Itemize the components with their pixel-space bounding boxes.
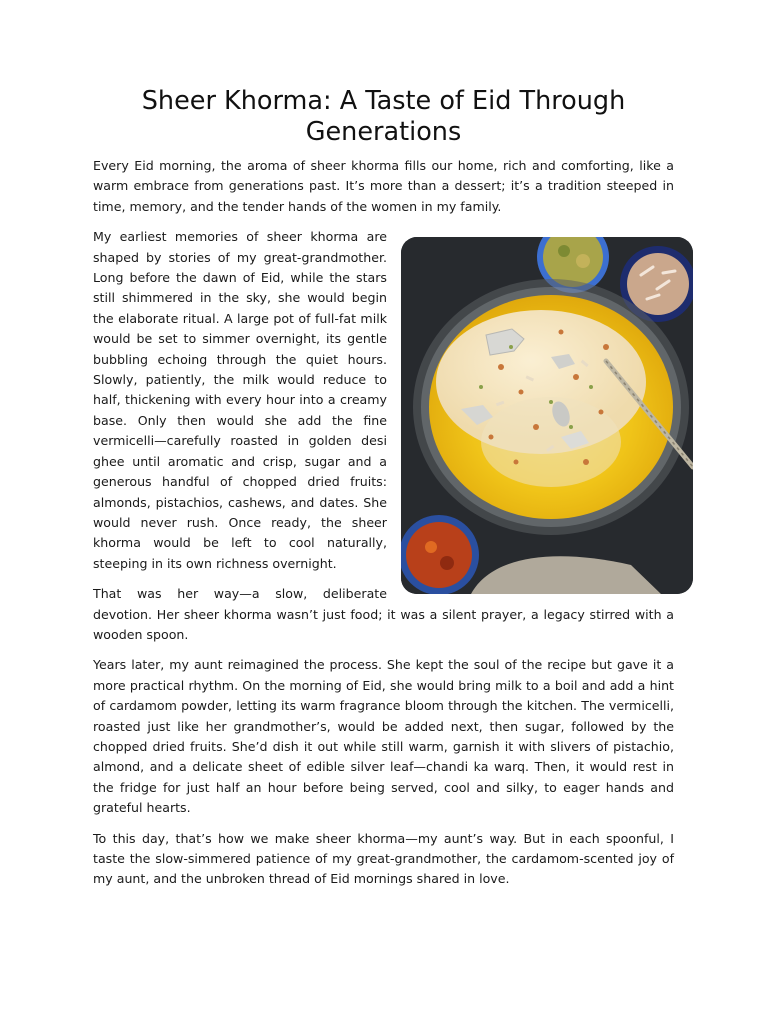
article — [93, 86, 674, 900]
article-paragraph-1: Every Eid morning, the aroma of sheer khorma fills our home, rich and comforting, like a warm embrace from generations past. It’s more than a dessert; it’s a tradition steeped in time, memory, and the tender hands of the women in my family. — [93, 158, 674, 214]
article-paragraph-4: Years later, my aunt reimagined the process. She kept the soul of the recipe but gave it a more practical rhythm. On the morning of Eid, she would bring milk to a boil and add a hint of cardamom powder, letting its warm fragrance bloom through the kitchen. The vermicelli, roasted just like her grandmother’s, would be added next, then sugar, followed by the chopped dried fruits. She’d dish it out while still warm, garnish it with slivers of pistachio, almond, and a delicate sheet of edible silver leaf—chandi ka warq. Then, it would rest in the fridge for just half an hour before being served, cool and silky, to eager hands and grateful hearts. — [93, 657, 674, 816]
article-title: Sheer Khorma: A Taste of Eid Through Generations — [141, 86, 626, 147]
sheer-khorma-photo — [401, 237, 693, 594]
article-paragraph-2: My earliest memories of sheer khorma are shaped by stories of my great-grandmother. Long before the dawn of Eid, while the stars still shimmered in the sky, she would begin the elaborate ritual. A large pot of full-fat milk would be set to simmer overnight, its gentle bubbling echoing through the quiet hours. Slowly, patiently, the milk would reduce to half, thickening with every hour into a creamy base. Only then would she add the fine vermicelli—carefully roasted in golden desi ghee until aromatic and crisp, sugar and a generous handful of chopped dried fruits: almonds, pistachios, cashews, and dates. She would never rush. Once ready, the sheer khorma would be left to cool naturally, steeping in its own richness overnight. — [93, 229, 387, 571]
article-paragraph-5: To this day, that’s how we make sheer khorma—my aunt’s way. But in each spoonful, I taste the slow-simmered patience of my great-grandmother, the cardamom-scented joy of my aunt, and the unbroken thread of Eid mornings shared in love. — [93, 830, 674, 887]
article-paragraph-3: That was her way—a slow, deliberate devotion. Her sheer khorma wasn’t just food; it was a silent prayer, a legacy stirred with a wooden spoon. — [93, 586, 674, 642]
